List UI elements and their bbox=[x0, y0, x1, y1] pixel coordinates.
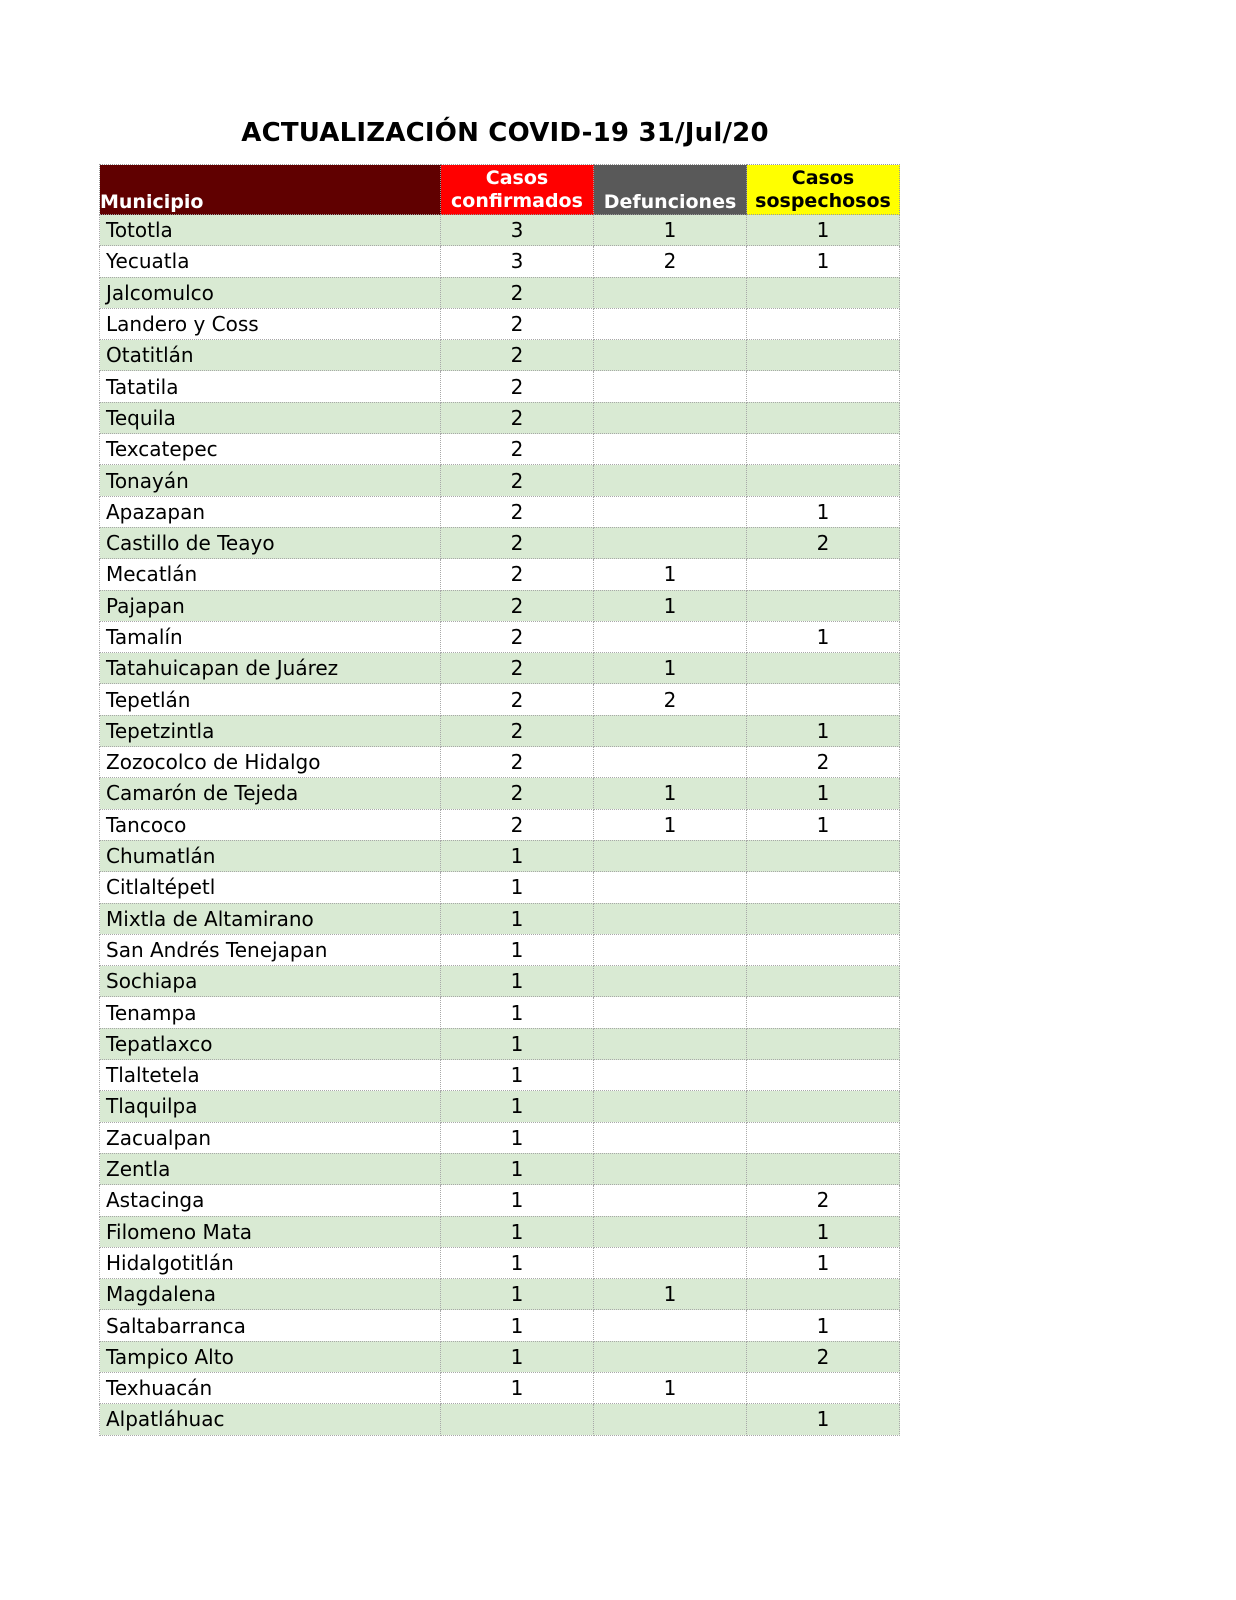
cell-defunciones bbox=[594, 527, 747, 558]
table-row bbox=[100, 1341, 900, 1372]
table-row bbox=[100, 1372, 900, 1403]
cell-casos-confirmados: 1 bbox=[441, 1153, 594, 1184]
cell-municipio: Tlaquilpa bbox=[100, 1091, 441, 1122]
cell-municipio: Castillo de Teayo bbox=[100, 527, 441, 558]
cell-casos-confirmados: 3 bbox=[441, 246, 594, 277]
cell-municipio: Zozocolco de Hidalgo bbox=[100, 747, 441, 778]
table-row bbox=[100, 966, 900, 997]
cell-defunciones: 1 bbox=[594, 215, 747, 246]
cell-municipio: Tancoco bbox=[100, 809, 441, 840]
cell-casos-sospechosos bbox=[747, 997, 900, 1028]
cell-municipio: Tlaltetela bbox=[100, 1060, 441, 1091]
cell-defunciones bbox=[594, 621, 747, 652]
cell-casos-sospechosos bbox=[747, 966, 900, 997]
cell-defunciones: 1 bbox=[594, 590, 747, 621]
cell-casos-confirmados: 2 bbox=[441, 778, 594, 809]
cell-municipio: Tampico Alto bbox=[100, 1341, 441, 1372]
header-confirmados-line2: confirmados bbox=[451, 189, 583, 212]
cell-casos-sospechosos bbox=[747, 434, 900, 465]
cell-defunciones bbox=[594, 715, 747, 746]
cell-municipio: Magdalena bbox=[100, 1279, 441, 1310]
cell-casos-confirmados: 1 bbox=[441, 997, 594, 1028]
table-row bbox=[100, 1279, 900, 1310]
cell-municipio: Texcatepec bbox=[100, 434, 441, 465]
cell-municipio: Tatatila bbox=[100, 371, 441, 402]
header-confirmados-line1: Casos bbox=[485, 166, 549, 189]
cell-casos-confirmados: 1 bbox=[441, 1247, 594, 1278]
cell-casos-sospechosos bbox=[747, 371, 900, 402]
table-row bbox=[100, 747, 900, 778]
table-row bbox=[100, 340, 900, 371]
table-row bbox=[100, 840, 900, 871]
cell-casos-sospechosos bbox=[747, 872, 900, 903]
cell-defunciones bbox=[594, 934, 747, 965]
cell-municipio: Tatahuicapan de Juárez bbox=[100, 653, 441, 684]
cell-municipio: Landero y Coss bbox=[100, 308, 441, 339]
cell-municipio: Texhuacán bbox=[100, 1372, 441, 1403]
cell-casos-sospechosos bbox=[747, 1091, 900, 1122]
table-row bbox=[100, 715, 900, 746]
cell-casos-sospechosos: 1 bbox=[747, 215, 900, 246]
cell-casos-confirmados bbox=[441, 1404, 594, 1435]
cell-casos-sospechosos bbox=[747, 1153, 900, 1184]
cell-defunciones bbox=[594, 1247, 747, 1278]
cell-casos-confirmados: 2 bbox=[441, 621, 594, 652]
cell-municipio: Tepetlán bbox=[100, 684, 441, 715]
cell-casos-confirmados: 1 bbox=[441, 1216, 594, 1247]
table-row bbox=[100, 402, 900, 433]
cell-municipio: Astacinga bbox=[100, 1185, 441, 1216]
cell-municipio: Zacualpan bbox=[100, 1122, 441, 1153]
cell-defunciones bbox=[594, 465, 747, 496]
cell-casos-confirmados: 1 bbox=[441, 903, 594, 934]
cell-casos-sospechosos bbox=[747, 402, 900, 433]
cell-casos-confirmados: 1 bbox=[441, 1122, 594, 1153]
header-row bbox=[100, 165, 900, 215]
header-municipio bbox=[100, 165, 441, 215]
cell-defunciones bbox=[594, 1216, 747, 1247]
cell-casos-confirmados: 2 bbox=[441, 527, 594, 558]
cell-casos-sospechosos bbox=[747, 903, 900, 934]
cell-defunciones: 1 bbox=[594, 559, 747, 590]
table-row bbox=[100, 1247, 900, 1278]
cell-casos-sospechosos bbox=[747, 1122, 900, 1153]
cell-casos-confirmados: 2 bbox=[441, 371, 594, 402]
table-row bbox=[100, 527, 900, 558]
cell-casos-confirmados: 1 bbox=[441, 966, 594, 997]
cell-casos-confirmados: 1 bbox=[441, 1185, 594, 1216]
cell-casos-confirmados: 1 bbox=[441, 872, 594, 903]
cell-casos-sospechosos bbox=[747, 934, 900, 965]
cell-municipio: Tamalín bbox=[100, 621, 441, 652]
table-row bbox=[100, 465, 900, 496]
cell-municipio: Apazapan bbox=[100, 496, 441, 527]
header-casos-sospechosos bbox=[747, 165, 900, 215]
cell-casos-confirmados: 2 bbox=[441, 653, 594, 684]
table-row bbox=[100, 1122, 900, 1153]
cell-casos-confirmados: 2 bbox=[441, 434, 594, 465]
cell-casos-confirmados: 1 bbox=[441, 1341, 594, 1372]
cell-defunciones bbox=[594, 840, 747, 871]
cell-casos-sospechosos bbox=[747, 308, 900, 339]
cell-casos-sospechosos: 1 bbox=[747, 1310, 900, 1341]
cell-casos-sospechosos: 1 bbox=[747, 809, 900, 840]
cell-casos-sospechosos: 1 bbox=[747, 778, 900, 809]
cell-defunciones bbox=[594, 872, 747, 903]
cell-municipio: Pajapan bbox=[100, 590, 441, 621]
cell-casos-sospechosos bbox=[747, 465, 900, 496]
cell-defunciones bbox=[594, 966, 747, 997]
table-row bbox=[100, 1028, 900, 1059]
cell-casos-confirmados: 2 bbox=[441, 277, 594, 308]
cell-casos-sospechosos: 1 bbox=[747, 496, 900, 527]
header-defunciones bbox=[594, 165, 747, 215]
cell-casos-sospechosos: 2 bbox=[747, 1185, 900, 1216]
cell-casos-confirmados: 1 bbox=[441, 1028, 594, 1059]
table-row bbox=[100, 1153, 900, 1184]
cell-casos-sospechosos bbox=[747, 653, 900, 684]
cell-defunciones bbox=[594, 277, 747, 308]
cell-defunciones bbox=[594, 340, 747, 371]
cell-municipio: Tepatlaxco bbox=[100, 1028, 441, 1059]
cell-defunciones bbox=[594, 1404, 747, 1435]
cell-casos-confirmados: 1 bbox=[441, 1372, 594, 1403]
cell-defunciones bbox=[594, 1185, 747, 1216]
cell-municipio: Chumatlán bbox=[100, 840, 441, 871]
cell-defunciones: 1 bbox=[594, 1279, 747, 1310]
cell-defunciones: 1 bbox=[594, 653, 747, 684]
table-row bbox=[100, 1310, 900, 1341]
header-sospechosos-line2: sospechosos bbox=[755, 189, 891, 212]
cell-defunciones: 1 bbox=[594, 1372, 747, 1403]
table-row bbox=[100, 559, 900, 590]
table-row bbox=[100, 684, 900, 715]
cell-casos-confirmados: 1 bbox=[441, 934, 594, 965]
cell-casos-sospechosos: 1 bbox=[747, 1216, 900, 1247]
cell-municipio: Tototla bbox=[100, 215, 441, 246]
cell-casos-confirmados: 2 bbox=[441, 465, 594, 496]
cell-casos-sospechosos bbox=[747, 840, 900, 871]
cell-casos-confirmados: 1 bbox=[441, 840, 594, 871]
cell-defunciones bbox=[594, 1028, 747, 1059]
table-row bbox=[100, 872, 900, 903]
cell-defunciones: 1 bbox=[594, 809, 747, 840]
cell-casos-sospechosos bbox=[747, 1372, 900, 1403]
cell-casos-sospechosos: 2 bbox=[747, 527, 900, 558]
cell-defunciones bbox=[594, 434, 747, 465]
cell-casos-confirmados: 1 bbox=[441, 1060, 594, 1091]
cell-municipio: Tonayán bbox=[100, 465, 441, 496]
cell-municipio: Jalcomulco bbox=[100, 277, 441, 308]
cell-municipio: Otatitlán bbox=[100, 340, 441, 371]
table-row bbox=[100, 1091, 900, 1122]
cell-municipio: Tepetzintla bbox=[100, 715, 441, 746]
cell-defunciones: 2 bbox=[594, 684, 747, 715]
cell-municipio: Camarón de Tejeda bbox=[100, 778, 441, 809]
cell-casos-confirmados: 1 bbox=[441, 1310, 594, 1341]
header-sospechosos-line1: Casos bbox=[791, 166, 855, 189]
cell-casos-sospechosos bbox=[747, 559, 900, 590]
table-row bbox=[100, 308, 900, 339]
cell-casos-confirmados: 1 bbox=[441, 1091, 594, 1122]
cell-defunciones: 2 bbox=[594, 246, 747, 277]
header-municipio-label: Municipio bbox=[100, 191, 204, 213]
cell-defunciones bbox=[594, 371, 747, 402]
cell-casos-sospechosos: 1 bbox=[747, 246, 900, 277]
table-row bbox=[100, 371, 900, 402]
cell-municipio: San Andrés Tenejapan bbox=[100, 934, 441, 965]
cell-casos-confirmados: 2 bbox=[441, 684, 594, 715]
cell-municipio: Saltabarranca bbox=[100, 1310, 441, 1341]
table-body bbox=[100, 215, 900, 1436]
cell-defunciones bbox=[594, 308, 747, 339]
cell-casos-sospechosos bbox=[747, 1279, 900, 1310]
cell-casos-confirmados: 2 bbox=[441, 590, 594, 621]
table-row bbox=[100, 434, 900, 465]
table-row bbox=[100, 590, 900, 621]
cell-casos-confirmados: 2 bbox=[441, 747, 594, 778]
cell-defunciones bbox=[594, 903, 747, 934]
table-row bbox=[100, 496, 900, 527]
cell-defunciones bbox=[594, 1091, 747, 1122]
header-defunciones-label: Defunciones bbox=[603, 191, 737, 213]
cell-municipio: Yecuatla bbox=[100, 246, 441, 277]
cell-casos-confirmados: 2 bbox=[441, 559, 594, 590]
cell-defunciones bbox=[594, 496, 747, 527]
cell-casos-sospechosos bbox=[747, 684, 900, 715]
cell-casos-sospechosos: 2 bbox=[747, 747, 900, 778]
cell-defunciones bbox=[594, 402, 747, 433]
cell-municipio: Mecatlán bbox=[100, 559, 441, 590]
cell-casos-confirmados: 3 bbox=[441, 215, 594, 246]
cell-defunciones bbox=[594, 1153, 747, 1184]
cell-casos-sospechosos bbox=[747, 340, 900, 371]
cell-municipio: Hidalgotitlán bbox=[100, 1247, 441, 1278]
cell-municipio: Tenampa bbox=[100, 997, 441, 1028]
table-row bbox=[100, 1216, 900, 1247]
cell-casos-sospechosos bbox=[747, 277, 900, 308]
cell-municipio: Tequila bbox=[100, 402, 441, 433]
cell-casos-confirmados: 2 bbox=[441, 809, 594, 840]
cell-defunciones bbox=[594, 997, 747, 1028]
page-title: ACTUALIZACIÓN COVID-19 31/Jul/20 bbox=[241, 118, 769, 148]
cell-defunciones bbox=[594, 1310, 747, 1341]
table-row bbox=[100, 653, 900, 684]
table-row bbox=[100, 934, 900, 965]
cell-casos-sospechosos: 1 bbox=[747, 1404, 900, 1435]
cell-casos-confirmados: 2 bbox=[441, 496, 594, 527]
table-row bbox=[100, 246, 900, 277]
cell-municipio: Alpatláhuac bbox=[100, 1404, 441, 1435]
cell-defunciones bbox=[594, 1060, 747, 1091]
cell-municipio: Sochiapa bbox=[100, 966, 441, 997]
table-row bbox=[100, 809, 900, 840]
cell-defunciones bbox=[594, 1122, 747, 1153]
cell-casos-confirmados: 2 bbox=[441, 715, 594, 746]
table-row bbox=[100, 277, 900, 308]
cell-casos-confirmados: 2 bbox=[441, 308, 594, 339]
cell-defunciones bbox=[594, 747, 747, 778]
cell-municipio: Mixtla de Altamirano bbox=[100, 903, 441, 934]
cell-municipio: Filomeno Mata bbox=[100, 1216, 441, 1247]
table-row bbox=[100, 1185, 900, 1216]
table-row bbox=[100, 621, 900, 652]
cell-casos-confirmados: 2 bbox=[441, 340, 594, 371]
cell-casos-confirmados: 1 bbox=[441, 1279, 594, 1310]
table-row bbox=[100, 1060, 900, 1091]
cell-casos-sospechosos: 1 bbox=[747, 1247, 900, 1278]
cell-casos-sospechosos: 1 bbox=[747, 621, 900, 652]
cell-defunciones bbox=[594, 1341, 747, 1372]
cell-casos-confirmados: 2 bbox=[441, 402, 594, 433]
cell-municipio: Zentla bbox=[100, 1153, 441, 1184]
header-casos-confirmados bbox=[441, 165, 594, 215]
cell-casos-sospechosos bbox=[747, 1060, 900, 1091]
cell-casos-sospechosos: 2 bbox=[747, 1341, 900, 1372]
cell-municipio: Citlaltépetl bbox=[100, 872, 441, 903]
table-row bbox=[100, 1404, 900, 1435]
cell-casos-sospechosos bbox=[747, 590, 900, 621]
table-row bbox=[100, 997, 900, 1028]
covid-table bbox=[99, 164, 900, 1436]
cell-defunciones: 1 bbox=[594, 778, 747, 809]
table-row bbox=[100, 778, 900, 809]
cell-casos-sospechosos bbox=[747, 1028, 900, 1059]
table-row bbox=[100, 215, 900, 246]
cell-casos-sospechosos: 1 bbox=[747, 715, 900, 746]
table-row bbox=[100, 903, 900, 934]
